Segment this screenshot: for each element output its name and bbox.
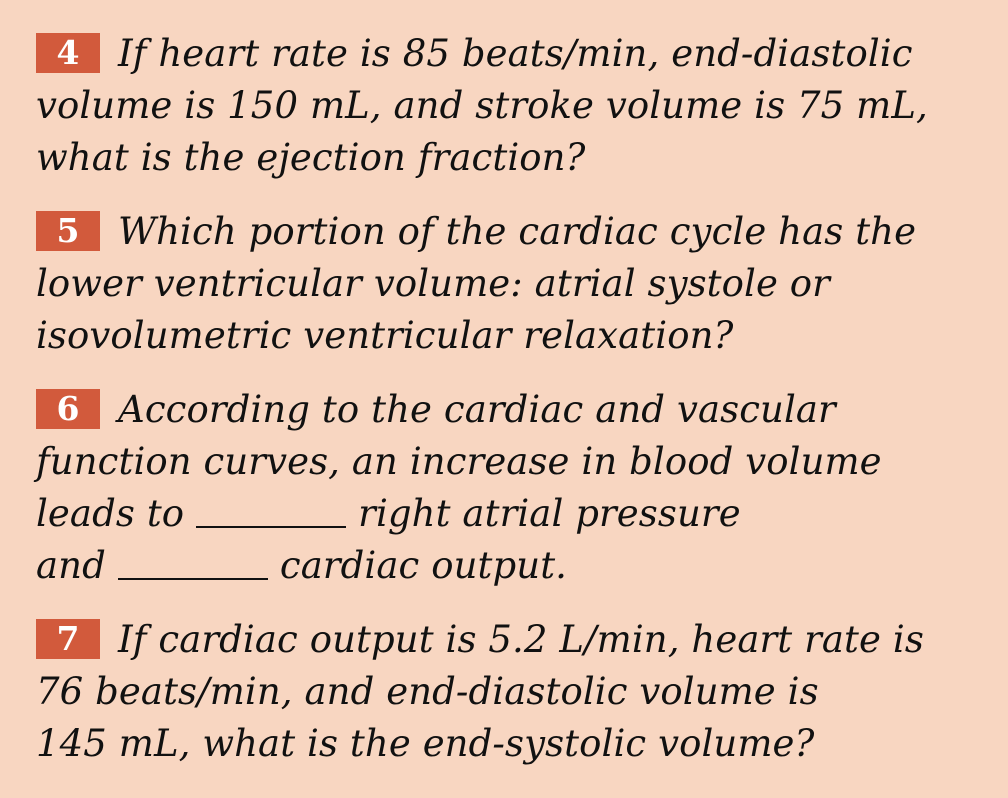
question-line: function curves, an increase in blood volume — [36, 440, 882, 483]
question-text: Which portion of the cardiac cycle has the — [118, 210, 917, 253]
question-4 — [36, 28, 976, 184]
question-line: lower ventricular volume: atrial systole or — [36, 262, 830, 305]
question-line: isovolumetric ventricular relaxation? — [36, 314, 734, 357]
question-text: If cardiac output is 5.2 L/min, heart rate is — [118, 618, 924, 661]
question-line — [36, 614, 976, 666]
blank-prefix-text: leads to — [36, 492, 185, 535]
question-5 — [36, 206, 976, 362]
question-line-with-blank — [36, 540, 976, 592]
question-line: 76 beats/min, and end-diastolic volume is — [36, 670, 819, 713]
question-line: 145 mL, what is the end-systolic volume? — [36, 722, 815, 765]
question-6 — [36, 384, 976, 592]
question-line: volume is 150 mL, and stroke volume is 75 mL, — [36, 84, 928, 127]
question-number-badge: 6 — [36, 389, 100, 429]
answer-blank-1 — [196, 498, 346, 528]
question-line — [36, 206, 976, 258]
question-text: According to the cardiac and vascular — [118, 388, 836, 431]
blank-prefix-text: and — [36, 544, 106, 587]
blank-suffix-text: cardiac output. — [279, 544, 568, 587]
question-number-badge: 7 — [36, 619, 100, 659]
question-line: what is the ejection fraction? — [36, 136, 586, 179]
question-number-badge: 5 — [36, 211, 100, 251]
blank-suffix-text: right atrial pressure — [358, 492, 741, 535]
question-line-with-blank — [36, 488, 976, 540]
question-text: If heart rate is 85 beats/min, end-diastolic — [118, 32, 913, 75]
answer-blank-2 — [118, 550, 268, 580]
question-line — [36, 384, 976, 436]
question-list — [36, 28, 976, 792]
question-number-badge: 4 — [36, 33, 100, 73]
question-line — [36, 28, 976, 80]
question-7 — [36, 614, 976, 770]
